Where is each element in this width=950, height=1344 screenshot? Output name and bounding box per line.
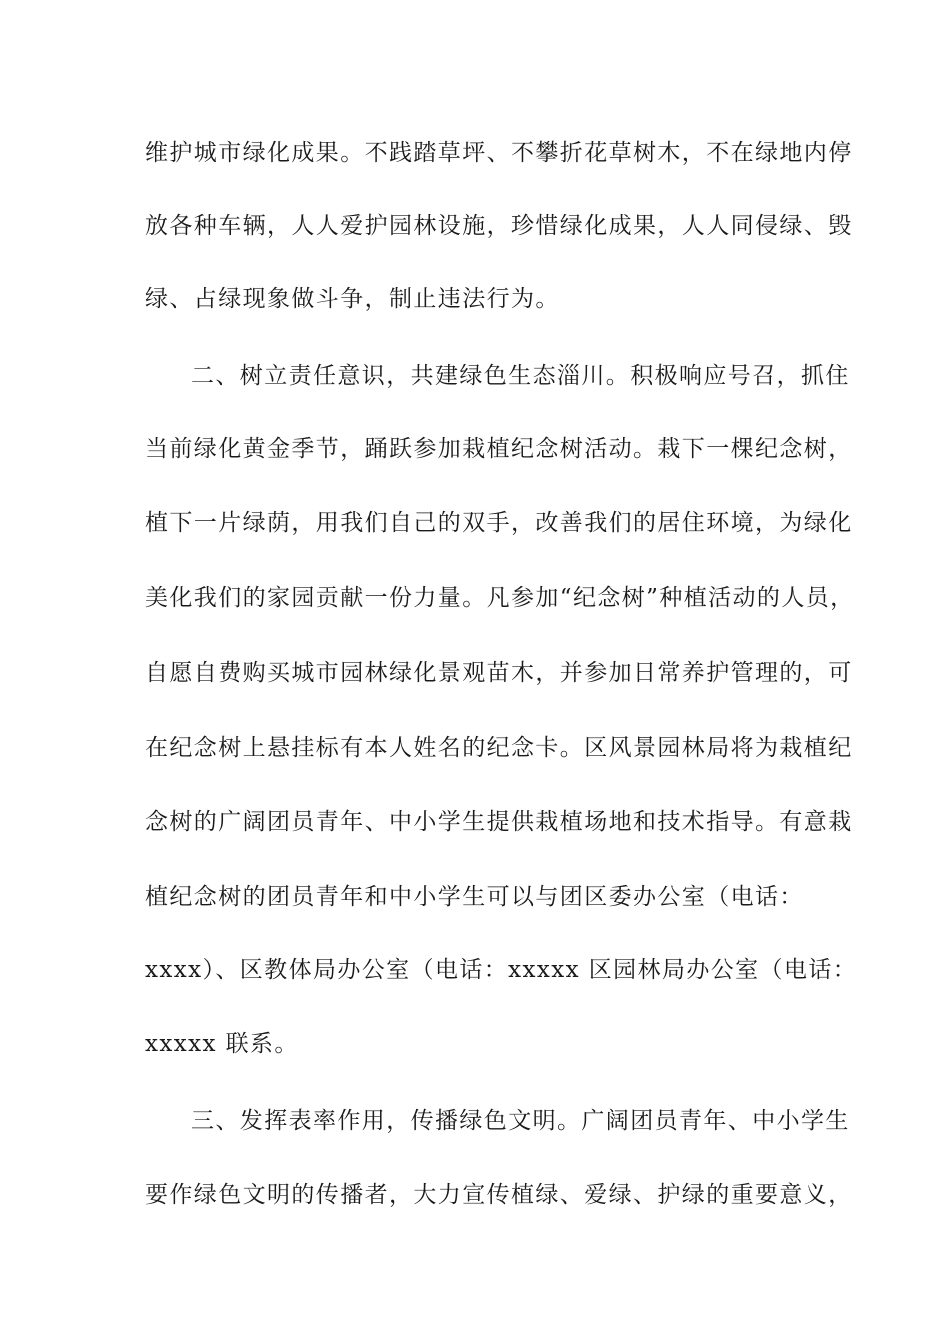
body-line: xxxx）、区教体局办公室（电话：xxxxx 区园林局办公室（电话： xyxy=(145,957,858,983)
body-line: 维护城市绿化成果。不践踏草坪、不攀折花草树木，不在绿地内停 xyxy=(145,140,853,166)
section-3-first-line: 三、发挥表率作用，传播绿色文明。广阔团员青年、中小学生 xyxy=(191,1108,850,1134)
body-line: 美化我们的家园贡献一份力量。凡参加“纪念树”种植活动的人员， xyxy=(145,585,855,611)
body-line: 当前绿化黄金季节，踊跃参加栽植纪念树活动。栽下一棵纪念树， xyxy=(145,436,853,462)
body-line: 要作绿色文明的传播者，大力宣传植绿、爱绿、护绿的重要意义， xyxy=(145,1182,853,1208)
body-line: 绿、占绿现象做斗争，制止违法行为。 xyxy=(145,286,560,312)
body-line: xxxxx 联系。 xyxy=(145,1031,299,1057)
body-line: 念树的广阔团员青年、中小学生提供栽植场地和技术指导。有意栽 xyxy=(145,809,853,835)
section-2-first-line: 二、树立责任意识，共建绿色生态淄川。积极响应号召，抓住 xyxy=(191,363,850,389)
body-line: 放各种车辆，人人爱护园林设施，珍惜绿化成果，人人同侵绿、毁 xyxy=(145,213,853,239)
body-line: 植下一片绿荫，用我们自己的双手，改善我们的居住环境，为绿化 xyxy=(145,510,853,536)
body-line: 在纪念树上悬挂标有本人姓名的纪念卡。区风景园林局将为栽植纪 xyxy=(145,735,853,761)
body-line: 植纪念树的团员青年和中小学生可以与团区委办公室（电话： xyxy=(145,884,804,910)
body-line: 自愿自费购买城市园林绿化景观苗木，并参加日常养护管理的，可 xyxy=(145,660,853,686)
